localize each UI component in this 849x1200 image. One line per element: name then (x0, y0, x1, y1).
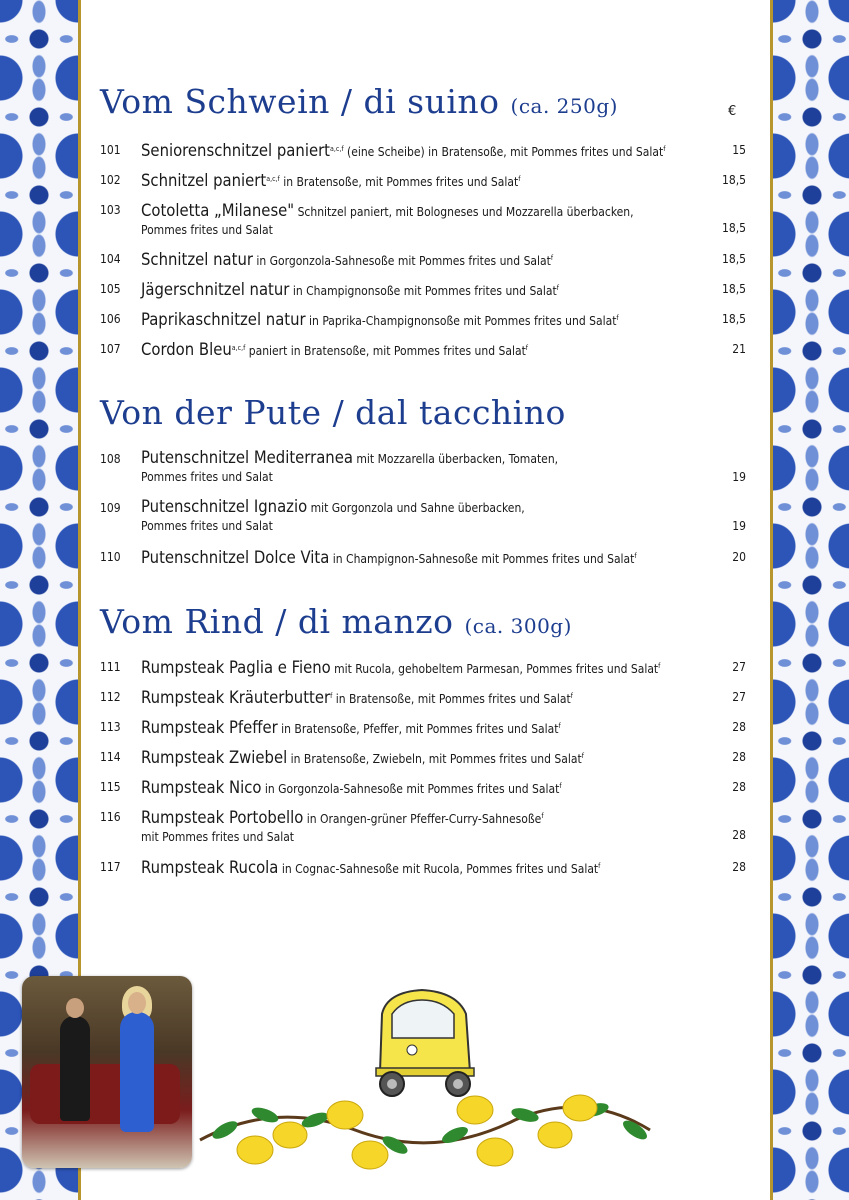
item-detail: in Bratensoße, Pfeffer, mit Pommes frites und Salat (277, 722, 559, 736)
item-description (141, 170, 701, 191)
item-detail: in Cognac-Sahnesoße mit Rucola, Pommes frites und Salat (278, 862, 599, 876)
lemon-garland-illustration (195, 1080, 655, 1180)
item-number: 115 (100, 780, 121, 794)
item-name: Rumpsteak Pfeffer (141, 718, 278, 737)
allergen-note: f (570, 692, 573, 700)
item-price: 18,5 (721, 282, 746, 296)
man-head (66, 998, 84, 1018)
item-number: 101 (100, 143, 121, 157)
item-price: 18,5 (721, 221, 746, 235)
item-price: 15 (732, 143, 746, 157)
item-detail: in Gorgonzola-Sahnesoße mit Pommes frites und Salat (261, 782, 560, 796)
item-number: 107 (100, 342, 121, 356)
item-detail: in Bratensoße, Zwiebeln, mit Pommes frites und Salat (287, 752, 582, 766)
item-name: Rumpsteak Rucola (141, 858, 279, 877)
item-name: Seniorenschnitzel paniert (141, 141, 330, 160)
item-number: 108 (100, 452, 121, 466)
item-detail: mit Rucola, gehobeltem Parmesan, Pommes frites und Salat (330, 662, 659, 676)
item-name: Paprikaschnitzel natur (141, 310, 306, 329)
item-number: 113 (100, 720, 121, 734)
item-description (141, 687, 701, 708)
item-description (141, 249, 701, 270)
allergen-note: f (658, 662, 661, 670)
item-description (141, 498, 701, 535)
item-description (141, 747, 701, 768)
item-detail: Schnitzel paniert, mit Bologneses und Mozzarella überbacken, (294, 205, 634, 219)
item-description (141, 807, 701, 846)
item-name: Putenschnitzel Dolce Vita (141, 548, 330, 567)
item-price: 19 (732, 519, 746, 533)
item-detail: mit Mozzarella überbacken, Tomaten, (352, 452, 559, 466)
item-detail: in Bratensoße, mit Pommes frites und Salat (332, 692, 571, 706)
item-detail: in Champignonsoße mit Pommes frites und Salat (289, 284, 557, 298)
section-note: (ca. 300g) (464, 614, 572, 638)
item-description (141, 547, 701, 568)
item-description (141, 339, 701, 360)
item-description (141, 200, 701, 239)
item-description (141, 309, 701, 330)
item-name: Jägerschnitzel natur (141, 280, 290, 299)
item-description (141, 777, 701, 798)
allergen-note: f (559, 782, 562, 790)
sofa-shape (30, 1064, 180, 1124)
section-title-text: Vom Schwein / di suino (100, 82, 500, 121)
item-name: Rumpsteak Kräuterbutter (141, 688, 331, 707)
item-name: Rumpsteak Zwiebel (141, 748, 288, 767)
item-number: 112 (100, 690, 121, 704)
item-description (141, 717, 701, 738)
item-number: 114 (100, 750, 121, 764)
item-detail-continued: Pommes frites und Salat (141, 470, 273, 484)
allergen-note: f (663, 145, 666, 153)
item-detail: in Orangen-grüner Pfeffer-Curry-Sahnesoße (303, 812, 542, 826)
item-name: Rumpsteak Nico (141, 778, 262, 797)
allergen-note: f (616, 314, 619, 322)
item-description (141, 657, 701, 678)
allergen-note: f (558, 722, 561, 730)
item-number: 111 (100, 660, 121, 674)
currency-label: € (728, 104, 737, 119)
item-price: 28 (732, 828, 746, 842)
item-number: 105 (100, 282, 121, 296)
section-title-turkey (100, 393, 566, 432)
item-detail: in Paprika-Champignonsoße mit Pommes frites und Salat (305, 314, 617, 328)
allergen-note: f (550, 254, 554, 262)
allergen-note: f (581, 752, 584, 760)
woman-head (128, 992, 146, 1014)
item-price: 28 (732, 860, 746, 874)
item-description (141, 449, 701, 486)
item-number: 109 (100, 501, 121, 515)
item-price: 18,5 (721, 312, 746, 326)
item-number: 104 (100, 252, 121, 266)
item-name: Schnitzel paniert (141, 171, 267, 190)
item-name: Schnitzel natur (141, 250, 253, 269)
item-price: 18,5 (721, 252, 746, 266)
item-number: 103 (100, 203, 121, 217)
item-price: 27 (732, 660, 746, 674)
item-price: 28 (732, 720, 746, 734)
section-title-beef (100, 602, 572, 641)
item-description (141, 140, 701, 161)
allergen-note: f (598, 862, 601, 870)
man-figure (60, 1016, 90, 1121)
woman-figure (120, 1012, 154, 1132)
item-number: 102 (100, 173, 121, 187)
allergen-note: a,c,f (330, 145, 344, 153)
item-detail: in Champignon-Sahnesoße mit Pommes frites und Salat (329, 552, 635, 566)
allergen-note: f (330, 692, 333, 700)
section-note: (ca. 250g) (510, 94, 618, 118)
item-number: 117 (100, 860, 121, 874)
allergen-note: a,c,f (231, 344, 246, 352)
allergen-note: f (541, 812, 544, 820)
item-detail: in Bratensoße, mit Pommes frites und Salat (279, 175, 519, 189)
item-name: Rumpsteak Paglia e Fieno (141, 658, 331, 677)
item-price: 20 (732, 550, 746, 564)
item-name: Rumpsteak Portobello (141, 808, 304, 827)
item-detail: in Gorgonzola-Sahnesoße mit Pommes frites und Salat (252, 254, 551, 268)
item-price: 21 (732, 342, 746, 356)
item-price: 27 (732, 690, 746, 704)
item-name: Cordon Bleu (141, 340, 232, 359)
section-title-pork (100, 82, 618, 121)
allergen-note: f (518, 175, 521, 183)
allergen-note: f (634, 552, 637, 560)
item-description (141, 279, 701, 300)
decorative-tile-border-right (770, 0, 849, 1200)
item-number: 116 (100, 810, 121, 824)
section-title-text: Vom Rind / di manzo (100, 602, 454, 641)
item-number: 110 (100, 550, 121, 564)
item-description (141, 857, 701, 878)
item-name: Putenschnitzel Ignazio (141, 497, 308, 516)
item-price: 28 (732, 750, 746, 764)
allergen-note: f (556, 284, 559, 292)
item-detail-continued: Pommes frites und Salat (141, 519, 273, 533)
item-price: 28 (732, 780, 746, 794)
item-detail-continued: mit Pommes frites und Salat (141, 830, 295, 844)
item-name: Putenschnitzel Mediterranea (141, 448, 353, 467)
allergen-note: a,c,f (266, 175, 280, 183)
item-number: 106 (100, 312, 121, 326)
couple-photo (22, 976, 192, 1168)
item-detail-continued: Pommes frites und Salat (141, 223, 273, 237)
item-detail: mit Gorgonzola und Sahne überbacken, (307, 501, 525, 515)
item-detail: (eine Scheibe) in Bratensoße, mit Pommes frites und Salat (343, 145, 664, 159)
section-title-text: Von der Pute / dal tacchino (100, 393, 566, 432)
allergen-note: f (525, 344, 529, 352)
item-price: 19 (732, 470, 746, 484)
item-price: 18,5 (721, 173, 746, 187)
item-detail: paniert in Bratensoße, mit Pommes frites und Salat (245, 344, 526, 358)
item-name: Cotoletta „Milanese" (141, 201, 295, 220)
